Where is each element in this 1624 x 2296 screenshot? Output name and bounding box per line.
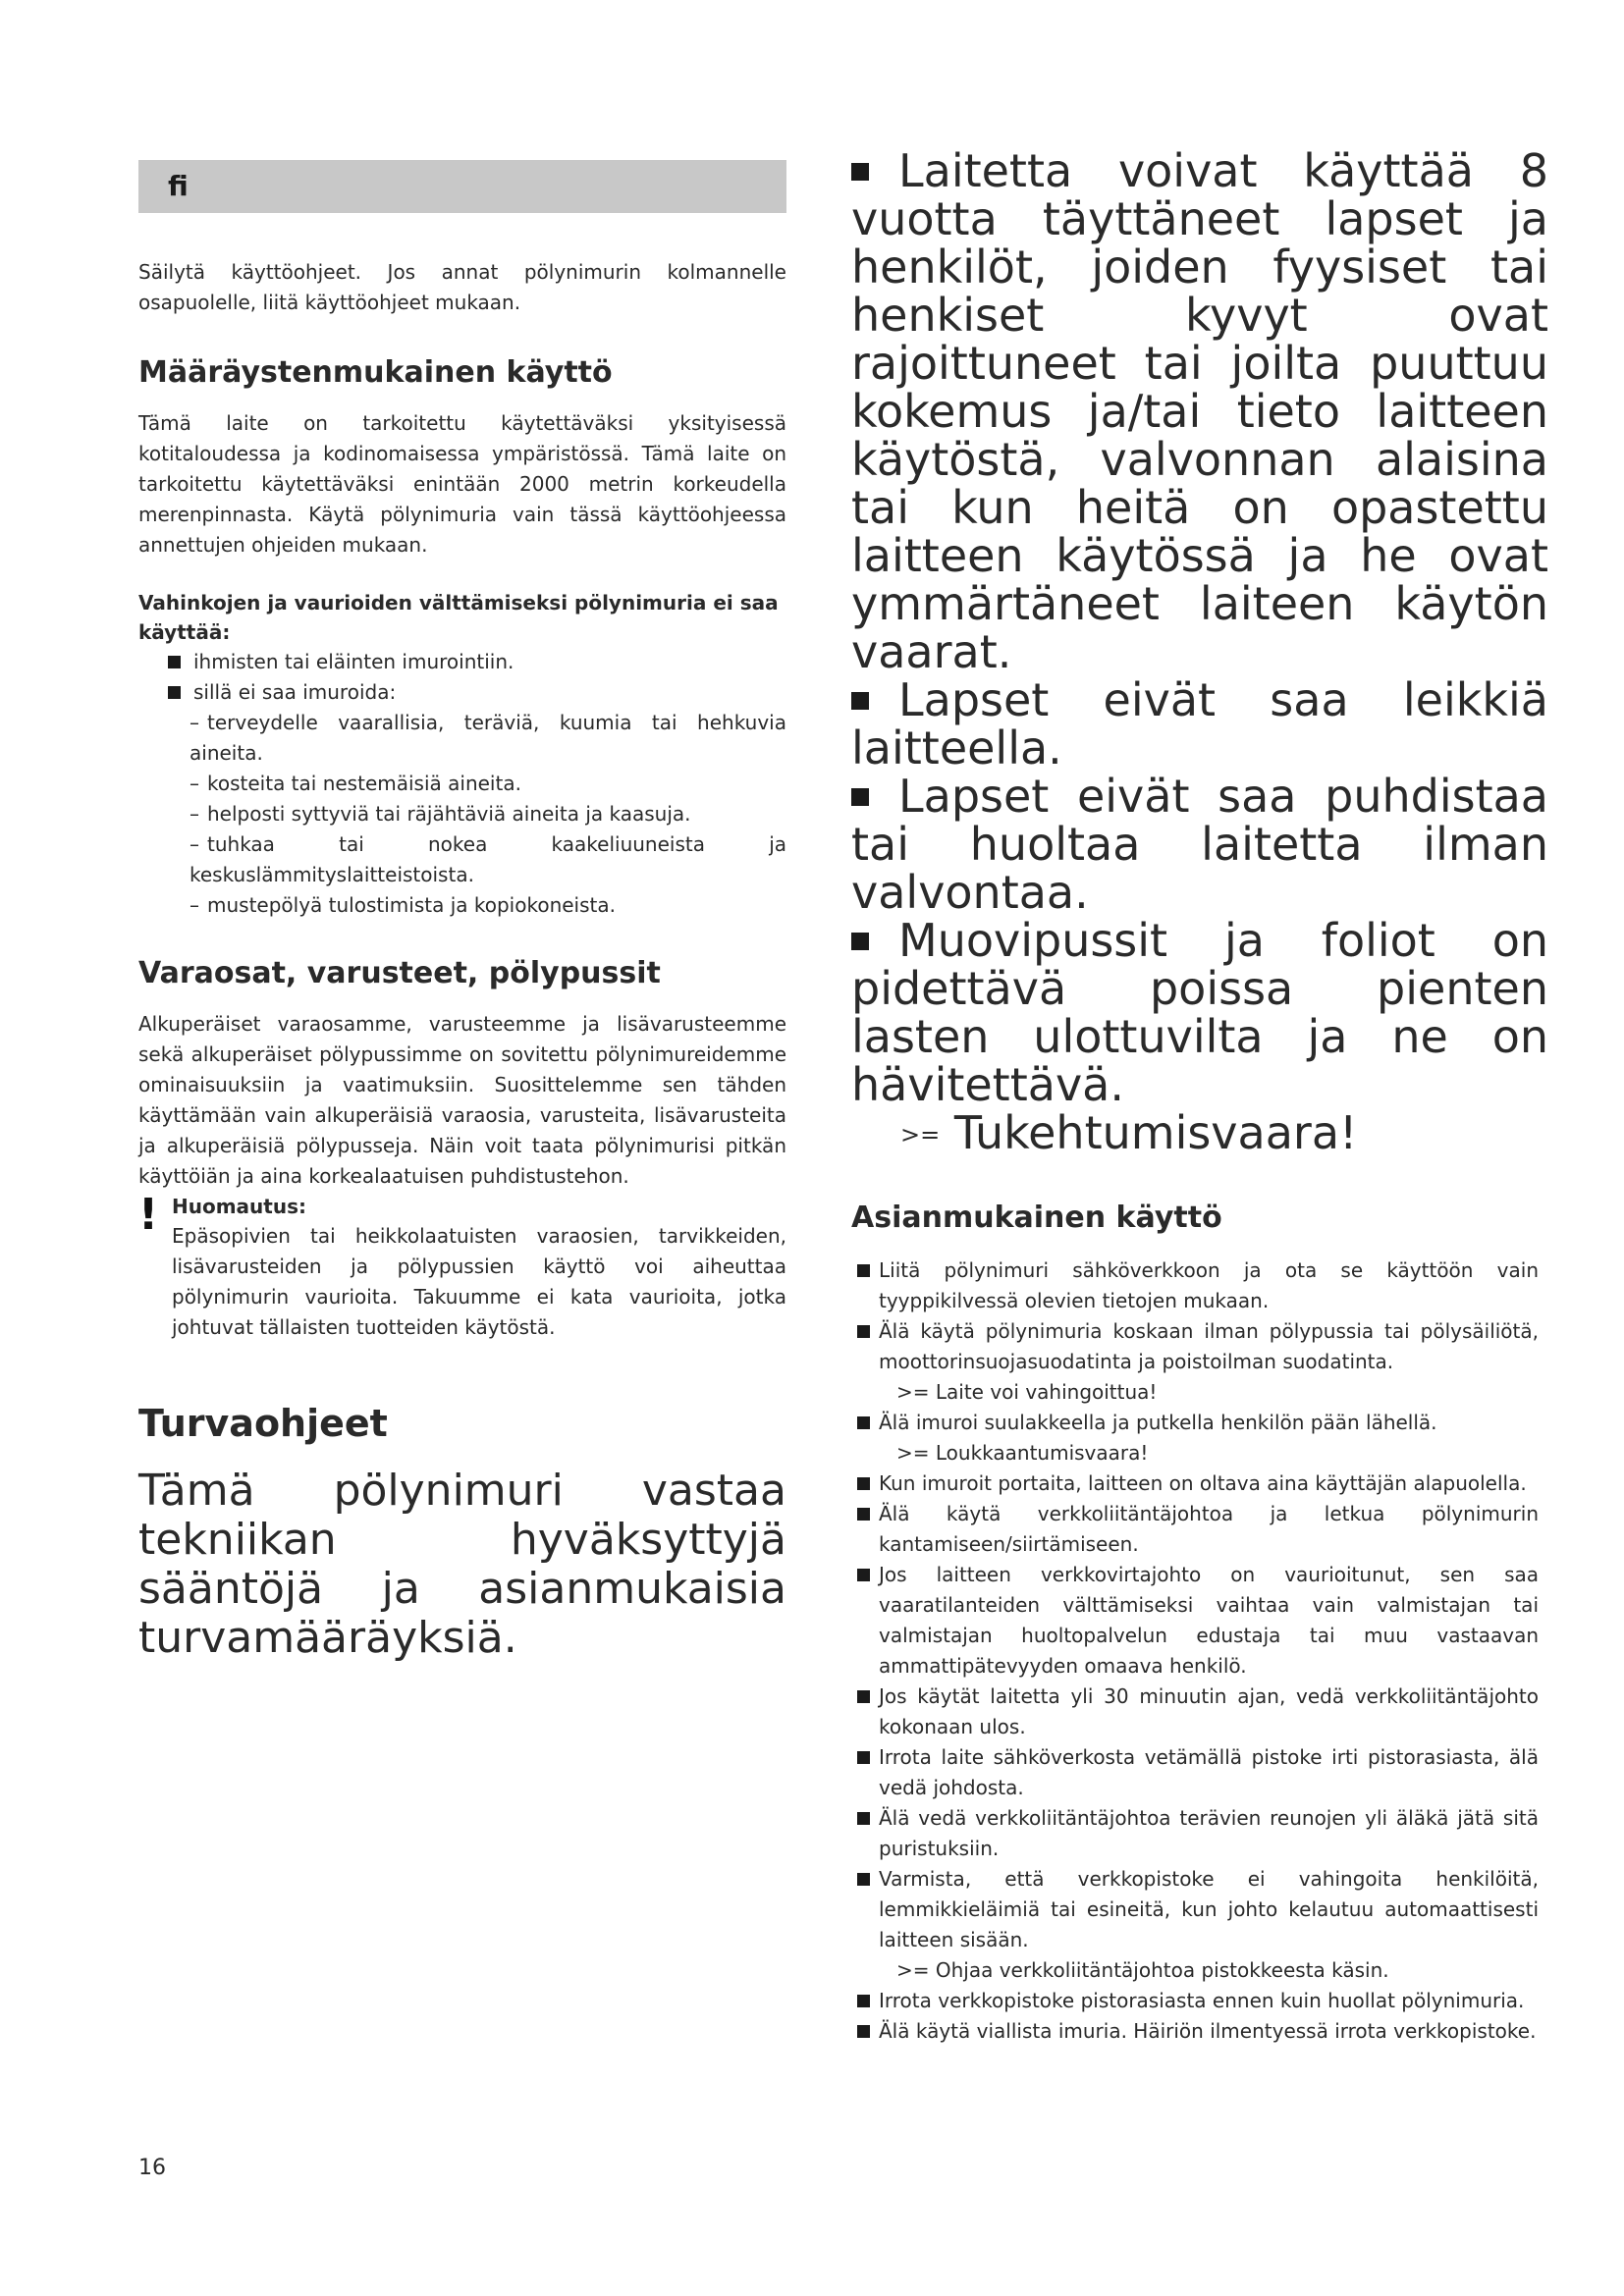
bullet-square-icon [851,692,869,710]
list-item: Jos laitteen verkkovirtajohto on vaurioitunut, sen saa vaaratilanteiden välttämiseksi vaihtaa vain valmistajan tai valmistajan huoltopalvelun edustaja tai muu vastaavan ammattipätevyyden omaava henkilö. [851,1560,1539,1682]
proper-use-list [851,1255,1539,2047]
bullet-square-icon [851,788,869,806]
note-block [138,1192,786,1343]
bullet-square-icon [168,656,181,668]
note-heading: Huomautus: [172,1195,306,1218]
list-item: Älä käytä verkkoliitäntäjohtoa ja letkua pölynimurin kantamiseen/siirtämiseen. [851,1499,1539,1560]
proper-use-heading: Asianmukainen käyttö [851,1201,1222,1235]
list-item: Irrota verkkopistoke pistorasiasta ennen kuin huollat pölynimuria. [851,1986,1539,2016]
safety-heading: Turvaohjeet [138,1402,388,1445]
page-number: 16 [138,2156,166,2180]
note-text: Epäsopivien tai heikkolaatuisten varaosien, tarvikkeiden, lisävarusteiden ja pölypussien käyttö voi aiheuttaa pölynimurin vaurioita. Takuumme ei kata vaurioita, jotka johtuvat tällaisten tuotteiden käytöstä. [172,1224,786,1339]
list-item: Liitä pölynimuri sähköverkkoon ja ota se käyttöön vain tyyppikilvessä olevien tietojen mukaan. [851,1255,1539,1316]
bullet-square-icon [857,1416,870,1429]
list-item: Varmista, että verkkopistoke ei vahingoita henkilöitä, lemmikkieläimiä tai esineitä, kun johto kelautuu automaattisesti laitteen sisään. [851,1864,1539,1955]
bullet-square-icon [857,2025,870,2038]
intended-use-heading: Määräystenmukainen käyttö [138,355,613,390]
result-line: >= Ohjaa verkkoliitäntäjohtoa pistokkeesta käsin. [896,1958,1389,1982]
dash-item: – tuhkaa tai nokea kaakeliuuneista ja keskuslämmityslaitteistoista. [189,832,786,886]
list-item: Älä vedä verkkoliitäntäjohtoa terävien reunojen yli äläkä jätä sitä puristuksiin. [851,1803,1539,1864]
exclamation-icon: ! [138,1190,159,1240]
result-arrow-icon: >= [900,1121,941,1148]
right-column [851,144,1548,2047]
dash-item: – terveydelle vaarallisia, teräviä, kuumia tai hehkuvia aineita. [189,711,786,765]
bullet-square-icon [857,1812,870,1825]
bullet-square-icon [857,1477,870,1490]
spare-parts-text: Alkuperäiset varaosamme, varusteemme ja lisävarusteemme sekä alkuperäiset pölypussimme on sovitettu pölynimureidemme ominaisuuksiin ja vaatimuksiin. Suosittelemme sen tähden käyttämään vain alkuperäisiä varaosia, varusteita, lisävarusteita ja alkuperäisiä pölypusseja. Näin voit taata pölynimurisi pitkän käyttöiän ja aina korkealaatuisen puhdistustehon. [138,1012,786,1188]
bullet-square-icon [857,1508,870,1521]
bullet-square-icon [168,686,181,699]
intended-use-text: Tämä laite on tarkoitettu käytettäväksi yksityisessä kotitaloudessa ja kodinomaisessa ympäristössä. Tämä laite on tarkoitettu käytettäväksi enintään 2000 metrin korkeudella merenpinnasta. Käytä pölynimuria vain tässä käyttöohjeessa annettujen ohjeiden mukaan. [138,411,786,557]
spare-parts-heading: Varaosat, varusteet, pölypussit [138,956,661,990]
left-column [138,257,786,1663]
language-tab: fi [138,160,786,213]
dash-item: – mustepölyä tulostimista ja kopiokoneista. [189,893,616,917]
list-item: Älä käytä pölynimuria koskaan ilman pölypussia tai pölysäiliötä, moottorinsuojasuodatinta ja poistoilman suodatinta. [851,1316,1539,1377]
list-item: Jos käytät laitetta yli 30 minuutin ajan, vedä verkkoliitäntäjohto kokonaan ulos. [851,1682,1539,1742]
bullet-square-icon [857,1873,870,1886]
list-item: Älä käytä viallista imuria. Häiriön ilmentyessä irrota verkkopistoke. [851,2016,1539,2047]
safety-intro-text: Tämä pölynimuri vastaa tekniikan hyväksyttyjä sääntöjä ja asianmukaisia turvamääräyksiä. [138,1466,786,1663]
result-line: >= Tukehtumisvaara! [900,1106,1358,1159]
list-item: Irrota laite sähköverkosta vetämällä pistoke irti pistorasiasta, älä vedä johdosta. [851,1742,1539,1803]
big-list-item: Lapset eivät saa puhdistaa tai huoltaa laitetta ilman valvontaa. [851,770,1548,919]
bullet-square-icon [851,163,869,181]
bullet-square-icon [857,1690,870,1703]
bullet-square-icon [857,1751,870,1764]
list-item: Kun imuroit portaita, laitteen on oltava aina käyttäjän alapuolella. [851,1468,1539,1499]
bullet-square-icon [857,1995,870,2007]
dash-item: – kosteita tai nestemäisiä aineita. [189,772,521,795]
result-line: >= Loukkaantumisvaara! [896,1441,1149,1465]
bullet-square-icon [857,1264,870,1277]
dash-item: – helposti syttyviä tai räjähtäviä aineita ja kaasuja. [189,802,691,826]
bullet-square-icon [851,933,869,950]
bullet-square-icon [857,1325,870,1338]
intro-text: Säilytä käyttöohjeet. Jos annat pölynimurin kolmannelle osapuolelle, liitä käyttöohjeet mukaan. [138,260,786,314]
big-list-item: Muovipussit ja foliot on pidettävä poissa pienten lasten ulottuvilta ja ne on hävitettävä. [851,914,1548,1111]
list-item: Älä imuroi suulakkeella ja putkella henkilön pään lähellä. [851,1408,1539,1438]
bullet-square-icon [857,1569,870,1581]
big-list-item: Laitetta voivat käyttää 8 vuotta täyttäneet lapset ja henkilöt, joiden fyysiset tai henkiset kyvyt ovat rajoittuneet tai joilta puuttuu kokemus ja/tai tieto laitteen käytöstä, valvonnan alaisina tai kun heitä on opastettu laitteen käytössä ja he ovat ymmärtäneet laiteen käytön vaarat. [851,144,1548,678]
forbidden-heading: Vahinkojen ja vaurioiden välttämiseksi pölynimuria ei saa käyttää: [138,591,779,644]
big-list-item: Lapset eivät saa leikkiä laitteella. [851,673,1548,774]
list-item: ihmisten tai eläinten imurointiin. [138,647,786,677]
result-line: >= Laite voi vahingoittua! [896,1380,1158,1404]
list-item: sillä ei saa imuroida: [138,677,786,708]
